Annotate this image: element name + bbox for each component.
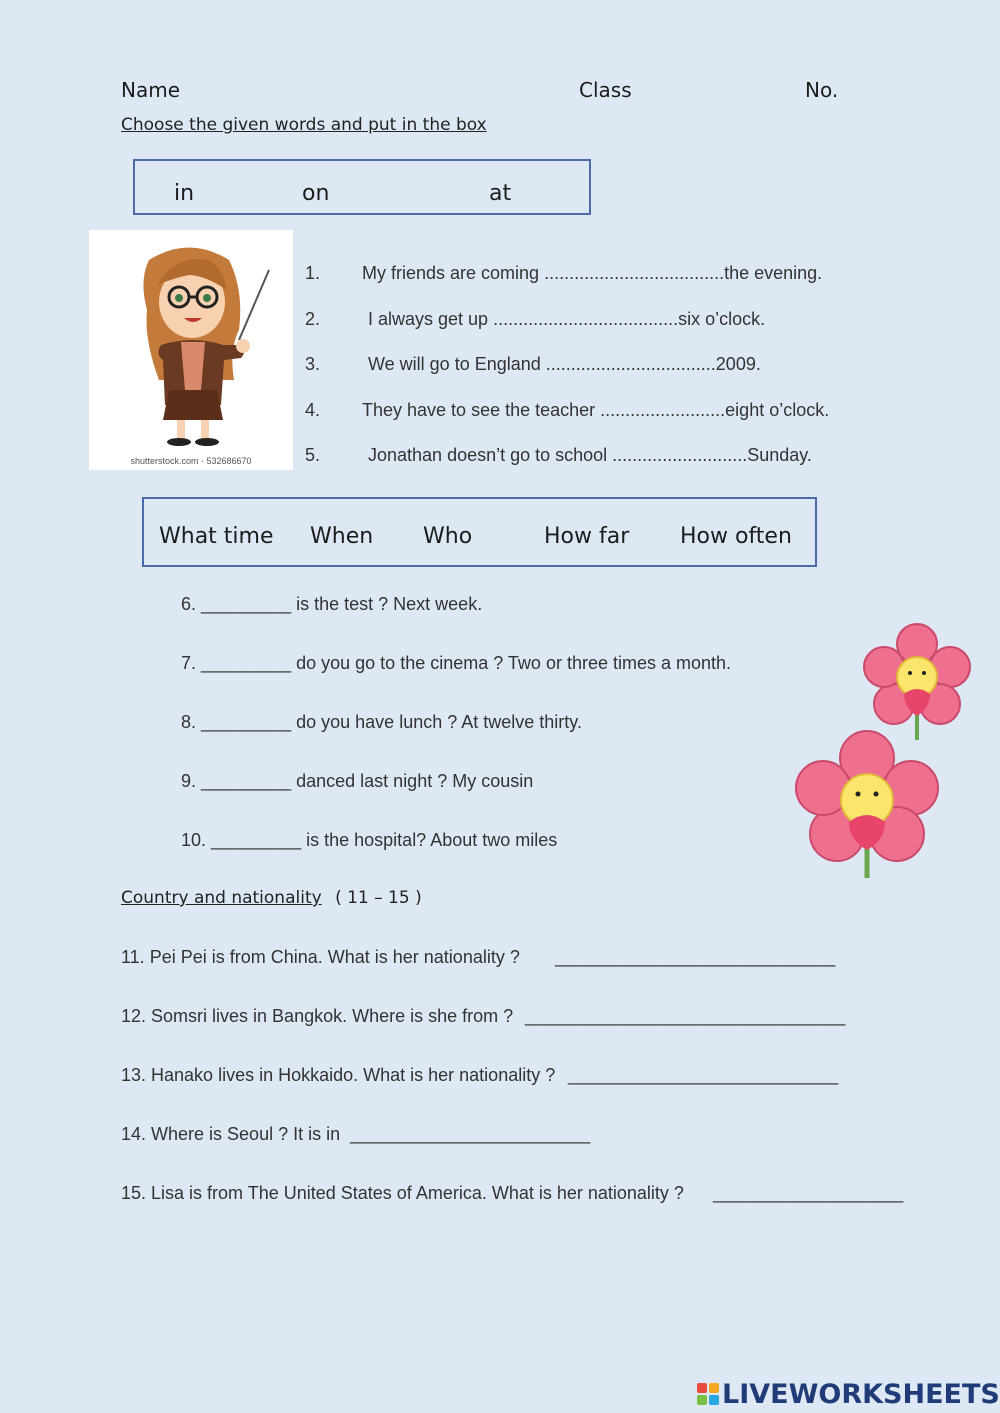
word-at: at — [489, 181, 512, 206]
word-when: When — [310, 524, 374, 549]
logo-text: LIVEWORKSHEETS — [722, 1378, 1000, 1410]
logo-mark-icon — [697, 1383, 719, 1405]
question-7: 7. _________ do you go to the cinema ? Two or three times a month. — [181, 653, 732, 673]
question-14: 14. Where is Seoul ? It is in — [121, 1124, 341, 1144]
question-10: 10. _________ is the hospital? About two miles — [181, 830, 558, 850]
question-15: 15. Lisa is from The United States of America. What is her nationality ? — [121, 1183, 684, 1203]
question-number: 1. — [305, 263, 321, 283]
logo-square — [697, 1383, 707, 1393]
liveworksheets-logo — [697, 1377, 1000, 1411]
answer-line[interactable]: ________________________________ — [525, 1006, 846, 1026]
name-label: Name — [121, 78, 181, 102]
question-text: They have to see the teacher .........................eight o’clock. — [362, 400, 830, 420]
word-how-often: How often — [680, 524, 792, 549]
answer-line[interactable]: ___________________ — [713, 1183, 904, 1203]
section-title-text: Country and nationality — [121, 888, 322, 908]
instruction: Choose the given words and put in the box — [121, 115, 487, 135]
question-number: 5. — [305, 445, 321, 465]
class-label: Class — [579, 78, 632, 102]
question-number: 3. — [305, 354, 321, 374]
flower-icon — [794, 730, 940, 880]
word-who: Who — [423, 524, 473, 549]
image-credit: shutterstock.com · 532686670 — [130, 456, 252, 466]
word-in: in — [174, 181, 195, 206]
question-6: 6. _________ is the test ? Next week. — [181, 594, 483, 614]
word-box-prepositions — [133, 159, 591, 215]
question-number: 2. — [305, 309, 321, 329]
section-range: ( 11 – 15 ) — [335, 888, 422, 908]
word-how-far: How far — [544, 524, 630, 549]
question-9: 9. _________ danced last night ? My cousin — [181, 771, 534, 791]
question-text: We will go to England ..................................2009. — [368, 354, 761, 374]
answer-line[interactable]: ____________________________ — [555, 947, 836, 967]
question-13: 13. Hanako lives in Hokkaido. What is her nationality ? — [121, 1065, 556, 1085]
question-8: 8. _________ do you have lunch ? At twelve thirty. — [181, 712, 582, 732]
logo-square — [709, 1383, 719, 1393]
section-title — [121, 888, 422, 908]
logo-square — [709, 1395, 719, 1405]
teacher-illustration — [89, 230, 293, 470]
word-box-question-words — [142, 497, 817, 567]
number-label: No. — [805, 78, 839, 102]
question-text: I always get up .....................................six o’clock. — [368, 309, 766, 329]
answer-line[interactable]: ________________________ — [350, 1124, 591, 1144]
answer-line[interactable]: ___________________________ — [568, 1065, 839, 1085]
teacher-icon — [89, 230, 293, 470]
logo-square — [697, 1395, 707, 1405]
word-what-time: What time — [159, 524, 274, 549]
question-text: My friends are coming ....................................the evening. — [362, 263, 823, 283]
question-11: 11. Pei Pei is from China. What is her nationality ? — [121, 947, 520, 967]
question-12: 12. Somsri lives in Bangkok. Where is she from ? — [121, 1006, 514, 1026]
question-text: Jonathan doesn’t go to school ...........................Sunday. — [368, 445, 812, 465]
flower-icon — [862, 622, 972, 742]
word-on: on — [302, 181, 330, 206]
question-number: 4. — [305, 400, 321, 420]
